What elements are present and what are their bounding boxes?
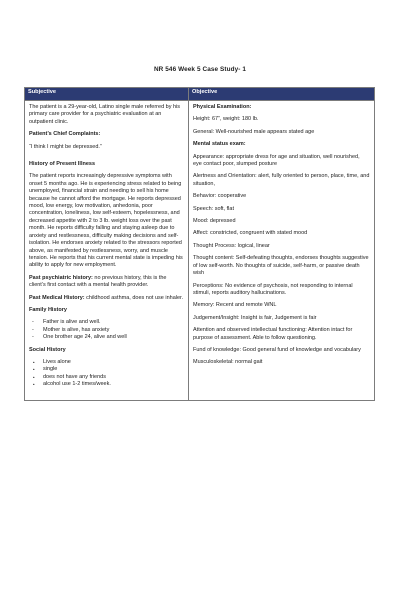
fund-of-knowledge: Fund of knowledge: Good general fund of knowledge and vocabulary <box>193 346 361 353</box>
past-psychiatric-history <box>29 275 184 290</box>
alertness-orientation: Alertness and Orientation: alert, fully oriented to person, place, time, and situation, <box>193 173 370 187</box>
table-body-row <box>25 101 375 401</box>
list-item: • alcohol use 1-2 times/week. <box>29 381 184 388</box>
affect: Affect: constricted, congruent with stated mood <box>193 230 308 237</box>
hpi-heading: History of Present Illness <box>29 161 96 168</box>
musculoskeletal: Musculoskeletal: normal gait <box>193 359 263 366</box>
attention: Attention and observed intellectual functioning: Attention intact for purpose of assessment. Able to follow questioning. <box>193 327 353 341</box>
past-medical-history <box>29 295 184 302</box>
objective-header: Objective <box>189 88 375 101</box>
objective-cell <box>189 101 375 401</box>
appearance: Appearance: appropriate dress for age and situation, well nourished, eye contact poor, slumped posture <box>193 153 360 168</box>
past-psychiatric-text: no previous history, this is the client’s first contact with a mental health provider. <box>29 274 167 289</box>
mse-heading: Mental status exam: <box>193 141 246 148</box>
list-item: • does not have any friends <box>29 374 184 381</box>
family-history-list <box>29 319 184 341</box>
social-history-list <box>29 359 184 389</box>
chief-complaints-text: “I think I might be depressed.” <box>29 143 102 150</box>
case-study-table <box>24 87 375 401</box>
social-history-heading: Social History <box>29 346 66 353</box>
patient-intro: The patient is a 29-year-old, Latino single male referred by his primary care provider for a psychiatric evaluation at an outpatient clinic. <box>29 104 181 125</box>
subjective-header: Subjective <box>25 88 189 101</box>
past-psychiatric-label: Past psychiatric history: <box>29 274 93 281</box>
document-title: NR 546 Week 5 Case Study- 1 <box>153 66 247 73</box>
height-weight: Height: 67”, weight: 180 lb. <box>193 116 259 123</box>
judgement-insight: Judgement/Insight: Insight is fair, Judgement is fair <box>193 314 317 321</box>
past-medical-label: Past Medical History: <box>29 294 85 301</box>
past-medical-text: childhood asthma, does not use inhaler. <box>84 294 184 301</box>
chief-complaints-heading: Patient’s Chief Complaints: <box>29 131 101 138</box>
list-item: - Mother is alive, has anxiety <box>29 327 184 334</box>
table-header-row <box>25 88 375 101</box>
hpi-text: The patient reports increasingly depressive symptoms with onset 5 months ago. He is experiencing stress related to being unemployed, financial strain and needing to sell his home because he cannot afford the mortgage. He reports depressed mood, low energy, low motivation, anhedonia, poor concentration, loneliness, low self-esteem, hopelessness, and decreased appetite with 2 to 3 lb. weight loss over the past month. He reports difficulty falling and staying asleep due to anxiety and restlessness, difficulty making decisions and self-isolation. He endorses anxiety related to the stressors reported above, as manifested by restlessness, worry, and muscle tension. He reports that his current mental state is impeding his ability to apply for new employment. <box>29 173 183 269</box>
list-item: - One brother age 24, alive and well <box>29 334 184 341</box>
mood: Mood: depressed <box>193 218 236 225</box>
perceptions: Perceptions: No evidence of psychosis, not responding to internal stimuli, reports auditory hallucinations. <box>193 282 353 296</box>
speech: Speech: soft, flat <box>193 205 234 212</box>
behavior: Behavior: cooperative <box>193 193 247 200</box>
thought-content: Thought content: Self-defeating thoughts, endorses thoughts suggestive of low self-worth. No thoughts of suicide, self-harm, or passive death wish <box>193 255 369 277</box>
list-item: • single <box>29 366 184 373</box>
general-appearance: General: Well-nourished male appears stated age <box>193 128 315 135</box>
list-item: • Lives alone <box>29 359 184 366</box>
thought-process: Thought Process: logical, linear <box>193 242 270 249</box>
physical-exam-heading: Physical Examination: <box>193 104 252 110</box>
family-history-heading: Family History <box>29 306 67 313</box>
memory: Memory: Recent and remote WNL <box>193 302 277 309</box>
subjective-cell <box>25 101 189 401</box>
list-item: - Father is alive and well. <box>29 319 184 326</box>
